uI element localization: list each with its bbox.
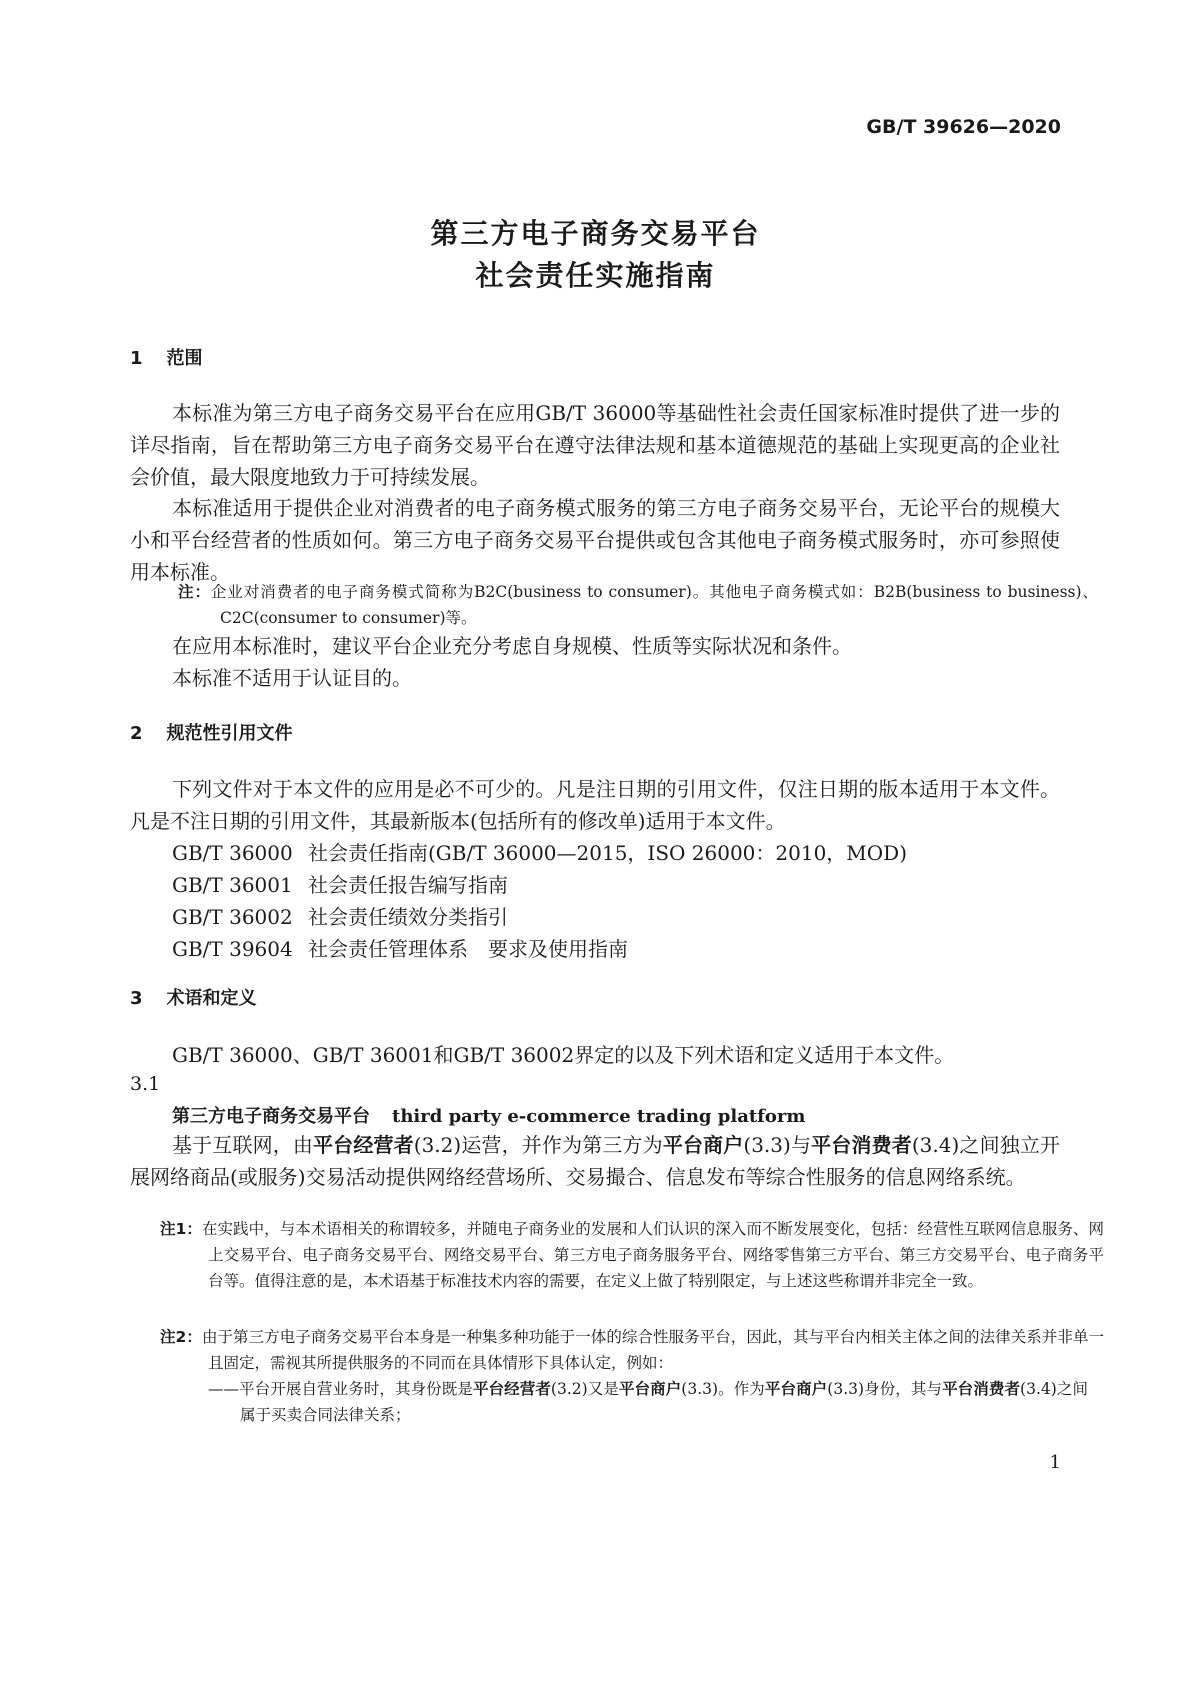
section-3-heading xyxy=(130,984,257,1010)
term-note-1 xyxy=(160,1216,1104,1294)
dash-term-merchant: 平台商户 xyxy=(618,1380,682,1398)
reference-title: 社会责任报告编写指南 xyxy=(308,873,508,897)
term-note-2 xyxy=(160,1324,1104,1376)
section-1-paragraph-3: 在应用本标准时，建议平台企业充分考虑自身规模、性质等实际状况和条件。 xyxy=(172,634,852,658)
section-2-paragraph-1: 下列文件对于本文件的应用是必不可少的。凡是注日期的引用文件，仅注日期的版本适用于本文件。凡是不注日期的引用文件，其最新版本(包括所有的修改单)适用于本文件。 xyxy=(130,777,1060,833)
reference-code: GB/T 39604 xyxy=(172,937,293,961)
dash-term-merchant: 平台商户 xyxy=(764,1380,828,1398)
term-english: third party e-commerce trading platform xyxy=(392,1106,806,1127)
section-1-heading xyxy=(130,344,203,370)
section-2-title: 规范性引用文件 xyxy=(166,723,293,744)
normative-references-list xyxy=(130,837,1060,965)
note-text: 企业对消费者的电子商务模式简称为B2C(business to consumer)。其他电子商务模式如：B2B(business to business)、C2C(consumer to consumer)等。 xyxy=(210,583,1098,627)
definition-text: (3.2)运营，并作为第三方为 xyxy=(413,1133,663,1157)
reference-code: GB/T 36002 xyxy=(172,905,293,929)
section-1-title: 范围 xyxy=(166,348,203,369)
definition-text: (3.4)之间独立开展网络商品(或服务)交易活动提供网络经营场所、交易撮合、信息发布等综合性服务的信息网络系统。 xyxy=(130,1133,1061,1189)
reference-item xyxy=(172,869,1060,901)
definition-term-merchant: 平台商户 xyxy=(662,1133,744,1157)
dash-item-text: (3.2)又是 xyxy=(550,1380,619,1398)
section-1-note xyxy=(178,579,1098,631)
reference-item xyxy=(172,837,1060,869)
reference-code: GB/T 36001 xyxy=(172,873,293,897)
reference-title: 社会责任管理体系 要求及使用指南 xyxy=(308,937,628,961)
term-number: 3.1 xyxy=(130,1073,161,1095)
note-2-label: 注2： xyxy=(160,1328,202,1346)
standard-number: GB/T 39626—2020 xyxy=(866,116,1061,138)
page-number: 1 xyxy=(1049,1452,1061,1473)
dash-item-text: ——平台开展自营业务时，其身份既是 xyxy=(208,1380,473,1398)
section-1-number: 1 xyxy=(130,348,143,369)
dash-item-text: (3.3)身份，其与 xyxy=(827,1380,943,1398)
document-title-line1: 第三方电子商务交易平台 xyxy=(430,217,761,250)
section-2-heading xyxy=(130,719,293,745)
term-chinese: 第三方电子商务交易平台 xyxy=(172,1106,370,1127)
note-label: 注： xyxy=(178,583,211,601)
dash-item-text: (3.4)之间属于买卖合同法律关系； xyxy=(240,1380,1088,1424)
section-3-title: 术语和定义 xyxy=(166,988,257,1009)
section-1-paragraph-2: 本标准适用于提供企业对消费者的电子商务模式服务的第三方电子商务交易平台，无论平台的规模大小和平台经营者的性质如何。第三方电子商务交易平台提供或包含其他电子商务模式服务时，亦可参照使用本标准。 xyxy=(130,496,1060,584)
definition-term-consumer: 平台消费者 xyxy=(811,1133,912,1157)
dash-term-consumer: 平台消费者 xyxy=(942,1380,1021,1398)
section-3-number: 3 xyxy=(130,988,143,1009)
dash-term-operator: 平台经营者 xyxy=(472,1380,551,1398)
note-2-text: 由于第三方电子商务交易平台本身是一种集多种功能于一体的综合性服务平台，因此，其与平台内相关主体之间的法律关系并非单一且固定，需视其所提供服务的不同而在具体情形下具体认定，例如： xyxy=(201,1328,1104,1372)
reference-title: 社会责任绩效分类指引 xyxy=(308,905,508,929)
section-3-paragraph-1: GB/T 36000、GB/T 36001和GB/T 36002界定的以及下列术语和定义适用于本文件。 xyxy=(172,1043,955,1067)
term-note-2-dash-item xyxy=(208,1376,1088,1428)
reference-title: 社会责任指南(GB/T 36000—2015，ISO 26000：2010，MOD) xyxy=(308,841,908,865)
section-1-paragraph-4: 本标准不适用于认证目的。 xyxy=(172,666,412,690)
reference-item xyxy=(172,901,1060,933)
term-heading xyxy=(172,1102,805,1128)
dash-item-text: (3.3)。作为 xyxy=(681,1380,765,1398)
reference-item xyxy=(172,933,1060,965)
definition-text: (3.3)与 xyxy=(743,1133,812,1157)
note-1-text: 在实践中，与本术语相关的称谓较多，并随电子商务业的发展和人们认识的深入而不断发展变化，包括：经营性互联网信息服务、网上交易平台、电子商务交易平台、网络交易平台、第三方电子商务服务平台、网络零售第三方平台、第三方交易平台、电子商务平台等。值得注意的是，本术语基于标准技术内容的需要，在定义上做了特别限定，与上述这些称谓并非完全一致。 xyxy=(201,1220,1104,1290)
section-2-number: 2 xyxy=(130,723,143,744)
definition-term-operator: 平台经营者 xyxy=(313,1133,414,1157)
reference-code: GB/T 36000 xyxy=(172,841,293,865)
note-1-label: 注1： xyxy=(160,1220,202,1238)
term-definition xyxy=(130,1129,1060,1193)
section-1-paragraph-1: 本标准为第三方电子商务交易平台在应用GB/T 36000等基础性社会责任国家标准时提供了进一步的详尽指南，旨在帮助第三方电子商务交易平台在遵守法律法规和基本道德规范的基础上实现更高的企业社会价值，最大限度地致力于可持续发展。 xyxy=(130,401,1060,489)
document-title-line2: 社会责任实施指南 xyxy=(475,259,716,292)
definition-text: 基于互联网，由 xyxy=(172,1133,314,1157)
